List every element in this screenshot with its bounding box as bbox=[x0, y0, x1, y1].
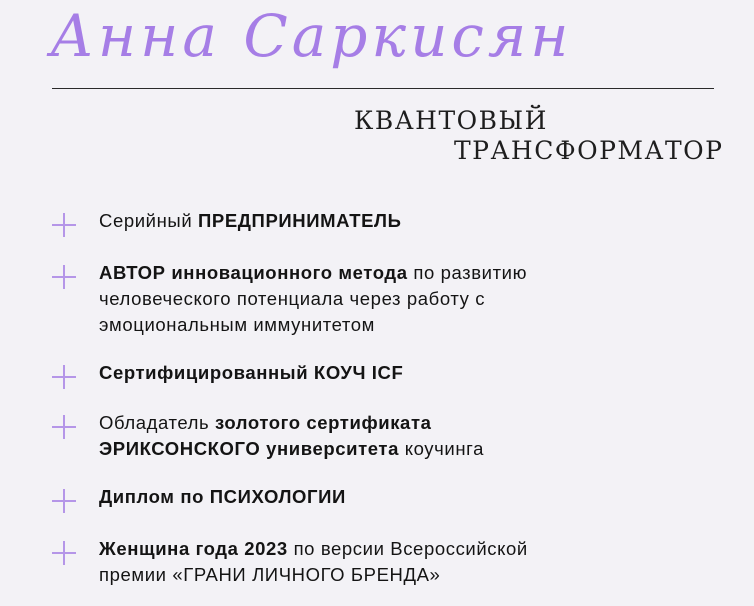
divider-line bbox=[52, 88, 714, 89]
item-text-bold: АВТОР инновационного метода bbox=[99, 262, 408, 283]
plus-icon bbox=[52, 213, 76, 237]
item-text: Серийный bbox=[99, 210, 198, 231]
plus-icon bbox=[52, 265, 76, 289]
item-text: эмоциональным иммунитетом bbox=[99, 314, 375, 335]
plus-icon bbox=[52, 365, 76, 389]
item-text: по развитию bbox=[407, 262, 528, 283]
item-text: человеческого потенциала через работу с bbox=[99, 288, 486, 309]
item-text-bold: золотого сертификата bbox=[215, 412, 432, 433]
item-text-bold: Женщина года 2023 bbox=[99, 538, 288, 559]
subtitle-line-1: КВАНТОВЫЙ bbox=[354, 106, 548, 135]
person-name: Анна Саркисян bbox=[50, 2, 573, 70]
subtitle-line-2: ТРАНСФОРМАТОР bbox=[454, 136, 724, 165]
item-text: Обладатель bbox=[99, 412, 216, 433]
item-text-bold: ЭРИКСОНСКОГО университета bbox=[99, 438, 399, 459]
item-text-bold: Сертифицированный КОУЧ ICF bbox=[99, 362, 404, 383]
item-text-bold: Диплом по ПСИХОЛОГИИ bbox=[99, 486, 346, 507]
plus-icon bbox=[52, 541, 76, 565]
item-text: премии «ГРАНИ ЛИЧНОГО БРЕНДА» bbox=[99, 564, 441, 585]
item-text: по версии Всероссийской bbox=[287, 538, 528, 559]
plus-icon bbox=[52, 489, 76, 513]
item-text-bold: ПРЕДПРИНИМАТЕЛЬ bbox=[198, 210, 402, 231]
item-text: коучинга bbox=[398, 438, 484, 459]
plus-icon bbox=[52, 415, 76, 439]
